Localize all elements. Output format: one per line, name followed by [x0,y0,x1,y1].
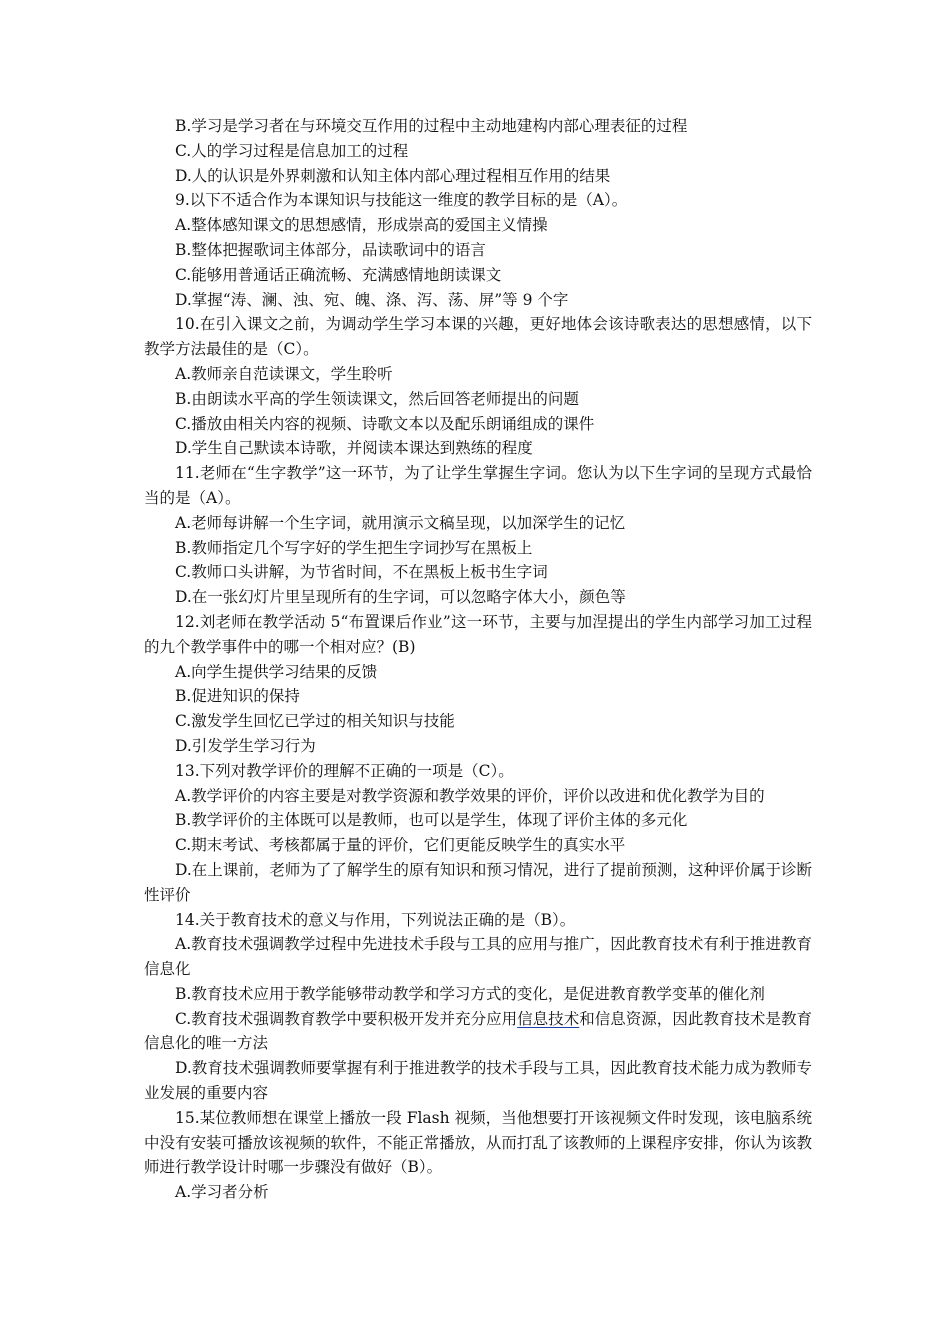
q15-option-a: A.学习者分析 [175,1183,269,1202]
q14c-text-after: 和信息资源，因此教育技术是教育信息化的唯一方法 [144,1009,812,1053]
q8-option-c: C.人的学习过程是信息加工的过程 [175,141,409,160]
q13-option-d: D.在上课前，老师为了了解学生的原有知识和预习情况，进行了提前预测，这种评价属于诊断性评价 [144,860,812,904]
q14c-text-before: C.教育技术强调教育教学中要积极开发并充分应用 [175,1009,518,1028]
q14-option-b: B.教育技术应用于教学能够带动教学和学习方式的变化，是促进教育教学变革的催化剂 [175,984,765,1003]
q9-option-d: D.掌握“涛、澜、浊、宛、魄、涤、泻、荡、屏”等 9 个字 [175,290,569,309]
q14-option-a: A.教育技术强调教学过程中先进技术手段与工具的应用与推广，因此教育技术有利于推进教育信息化 [144,935,812,979]
q11-option-a: A.老师每讲解一个生字词，就用演示文稿呈现，以加深学生的记忆 [175,513,626,532]
q14-option-d: D.教育技术强调教师要掌握有利于推进教学的技术手段与工具，因此教育技术能力成为教师专业发展的重要内容 [144,1059,812,1103]
question-13: 13.下列对教学评价的理解不正确的一项是（C）。 [175,761,514,780]
question-10: 10.在引入课文之前，为调动学生学习本课的兴趣，更好地体会该诗歌表达的思想感情，以下教学方法最佳的是（C）。 [144,315,812,359]
q10-option-b: B.由朗读水平高的学生领读课文，然后回答老师提出的问题 [175,389,579,408]
question-12: 12.刘老师在教学活动 5“布置课后作业”这一环节，主要与加涅提出的学生内部学习加工过程的九个教学事件中的哪一个相对应？(B) [144,612,812,656]
q12-option-a: A.向学生提供学习结果的反馈 [175,662,378,681]
question-14: 14.关于教育技术的意义与作用，下列说法正确的是（B）。 [175,910,576,929]
q13-option-b: B.教学评价的主体既可以是教师，也可以是学生，体现了评价主体的多元化 [175,811,688,830]
q13-option-a: A.教学评价的内容主要是对教学资源和教学效果的评价，评价以改进和优化教学为目的 [175,786,765,805]
q12-option-c: C.激发学生回忆已学过的相关知识与技能 [175,712,455,731]
question-15: 15.某位教师想在课堂上播放一段 Flash 视频，当他想要打开该视频文件时发现，该电脑系统中没有安装可播放该视频的软件，不能正常播放，从而打乱了该教师的上课程序安排，你认为该教师进行教学设计时哪一步骤没有做好（B）。 [144,1108,812,1177]
q8-option-b: B.学习是学习者在与环境交互作用的过程中主动地建构内部心理表征的过程 [175,117,688,135]
q10-option-d: D.学生自己默读本诗歌，并阅读本课达到熟练的程度 [175,439,533,458]
q11-option-d: D.在一张幻灯片里呈现所有的生字词，可以忽略字体大小，颜色等 [175,588,626,607]
question-11: 11.老师在“生字教学”这一环节，为了让学生掌握生字词。您认为以下生字词的呈现方式最恰当的是（A）。 [144,464,812,507]
q11-option-b: B.教师指定几个写字好的学生把生字词抄写在黑板上 [175,538,533,557]
q10-option-c: C.播放由相关内容的视频、诗歌文本以及配乐朗诵组成的课件 [175,414,595,433]
document-body [144,114,812,1205]
q8-option-d: D.人的认识是外界刺激和认知主体内部心理过程相互作用的结果 [175,166,611,185]
q10-option-a: A.教师亲自范读课文，学生聆听 [175,364,393,383]
q9-option-a: A.整体感知课文的思想感情，形成崇高的爱国主义情操 [175,216,548,235]
q9-option-b: B.整体把握歌词主体部分，品读歌词中的语言 [175,240,486,259]
q11-option-c: C.教师口头讲解，为节省时间，不在黑板上板书生字词 [175,563,548,582]
q12-option-b: B.促进知识的保持 [175,687,300,706]
q9-option-c: C.能够用普通话正确流畅、充满感情地朗读课文 [175,265,502,284]
question-9: 9.以下不适合作为本课知识与技能这一维度的教学目标的是（A）。 [175,191,628,210]
info-tech-link[interactable]: 信息技术 [517,1009,580,1028]
q12-option-d: D.引发学生学习行为 [175,736,316,755]
q13-option-c: C.期末考试、考核都属于量的评价，它们更能反映学生的真实水平 [175,836,626,855]
q14-option-c [144,1007,812,1057]
